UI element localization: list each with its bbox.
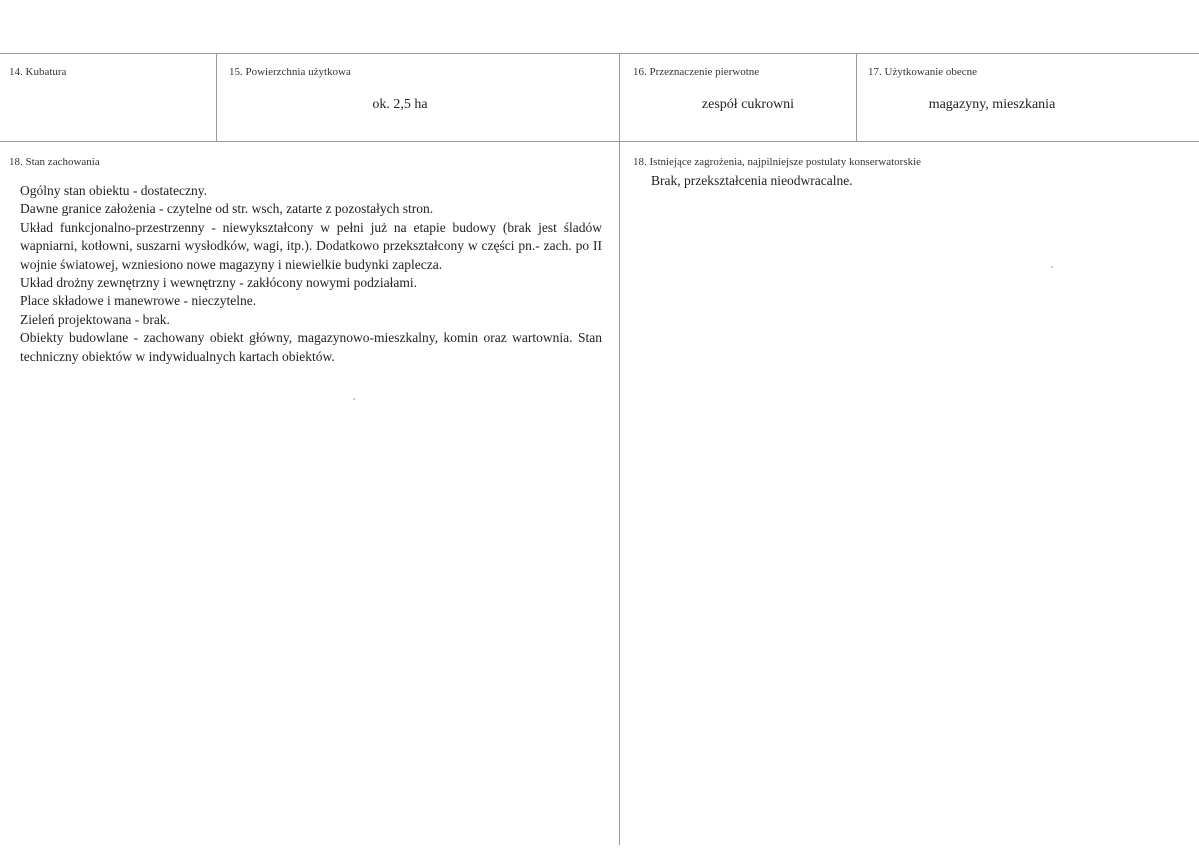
zagrozenia-label: 18. Istniejące zagrożenia, najpilniejsze postulaty konserwatorskie xyxy=(633,156,922,168)
top-horizontal-rule xyxy=(0,53,1199,54)
column-divider-2 xyxy=(619,53,620,845)
stan-paragraph: Dawne granice założenia - czytelne od str. wsch, zatarte z pozostałych stron. xyxy=(20,201,434,217)
stan-paragraph: Układ funkcjonalno-przestrzenny - niewykształcony w pełni już na etapie budowy (brak jest śladów wapniarni, kotłowni, suszarni wysłodków, wagi, itp.). Dodatkowo przekształcony w części pn.- zach. po II wojnie światowej, wzniesiono nowe magazyny i niewielkie budynki zaplecza. xyxy=(20,219,602,272)
uzytkowanie-label: 17. Użytkowanie obecne xyxy=(868,66,978,78)
stan-paragraph: Zieleń projektowana - brak. xyxy=(20,311,170,327)
scan-speck xyxy=(1051,266,1053,268)
column-divider-3 xyxy=(856,53,857,142)
stan-paragraph: Ogólny stan obiektu - dostateczny. xyxy=(20,183,207,198)
stan-paragraph: Układ drożny zewnętrzny i wewnętrzny - zakłócony nowymi podziałami. xyxy=(20,275,417,291)
zagrozenia-text: Brak, przekształcenia nieodwracalne. xyxy=(651,173,853,188)
powierzchnia-value: ok. 2,5 ha xyxy=(372,97,428,112)
scan-speck xyxy=(353,398,355,400)
stan-paragraph: Place składowe i manewrowe - nieczytelne. xyxy=(20,293,257,309)
stan-zachowania-text xyxy=(20,182,602,366)
column-divider-1 xyxy=(216,53,217,142)
kubatura-label: 14. Kubatura xyxy=(9,66,67,78)
stan-paragraph: Obiekty budowlane - zachowany obiekt główny, magazynowo-mieszkalny, komin oraz wartownia. Stan techniczny obiektów w indywidualnych kartach obiektów. xyxy=(20,330,602,364)
middle-horizontal-rule xyxy=(0,141,1199,142)
przeznaczenie-value: zespół cukrowni xyxy=(701,97,795,112)
przeznaczenie-label: 16. Przeznaczenie pierwotne xyxy=(633,66,760,78)
powierzchnia-label: 15. Powierzchnia użytkowa xyxy=(229,66,351,78)
uzytkowanie-value: magazyny, mieszkania xyxy=(928,97,1056,112)
stan-zachowania-label: 18. Stan zachowania xyxy=(9,156,100,168)
